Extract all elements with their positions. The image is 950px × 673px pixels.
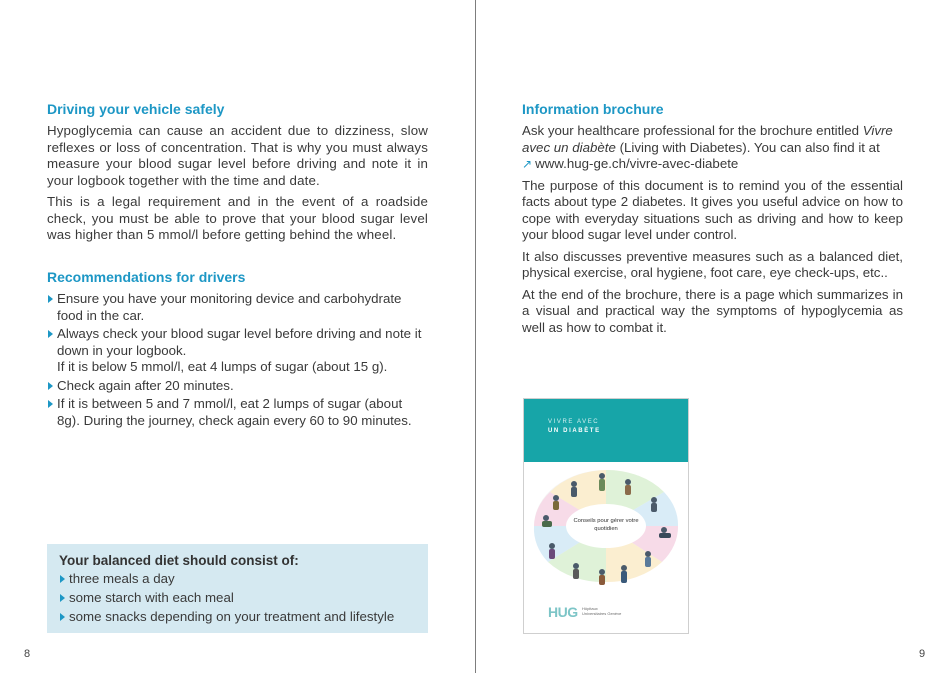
bullet-triangle-icon: [48, 382, 53, 390]
hug-logo-subtitle: Hôpitaux Universitaires Genève: [582, 606, 622, 616]
recommendations-section: [47, 269, 428, 431]
right-page: [476, 0, 950, 673]
brochure-link-line: [522, 156, 903, 173]
bullet-triangle-icon: [48, 330, 53, 338]
brochure-paragraph-3: It also discusses preventive measures such as a balanced diet, physical exercise, oral hygiene, foot care, eye check-ups, etc..: [522, 248, 903, 280]
brochure-paragraph-1: Ask your healthcare professional for the brochure entitled Vivre avec un diabète (Living with Diabetes). You can also find it at: [522, 123, 893, 155]
driving-paragraph-2: This is a legal requirement and in the event of a roadside check, you must be able to prove that your blood sugar level was higher than 5 mmol/l before getting behind the wheel.: [47, 194, 428, 242]
bullet-triangle-icon: [60, 575, 65, 583]
recommendations-heading: Recommendations for drivers: [47, 269, 246, 285]
list-item: Ensure you have your monitoring device and carbohydrate food in the car.: [47, 291, 428, 324]
brochure-heading: Information brochure: [522, 101, 664, 117]
bullet-triangle-icon: [48, 295, 53, 303]
list-item: Check again after 20 minutes.: [47, 378, 428, 395]
brochure-paragraph-2: The purpose of this document is to remind you of the essential facts about type 2 diabetes. It gives you useful advice on how to cope with everyday situations such as driving and how to keep your blood sugar level under control.: [522, 177, 903, 242]
diet-box-heading: Your balanced diet should consist of:: [59, 553, 299, 568]
driving-heading: Driving your vehicle safely: [47, 101, 225, 117]
list-item: Always check your blood sugar level before driving and note it down in your logbook. If it is below 5 mmol/l, eat 4 lumps of sugar (about 15 g).: [47, 326, 428, 376]
brochure-paragraph-4: At the end of the brochure, there is a page which summarizes in a visual and practical way the symptoms of hypoglycemia as well as how to combat it.: [522, 286, 903, 335]
cover-title-line-1: VIVRE AVEC: [548, 419, 600, 425]
page-number-right: 9: [919, 648, 926, 660]
bullet-triangle-icon: [60, 594, 65, 602]
page-number-left: 8: [24, 648, 31, 660]
brochure-section: [522, 101, 903, 336]
hug-logo: HUG: [548, 604, 578, 620]
bullet-triangle-icon: [60, 613, 65, 621]
list-item: some starch with each meal: [59, 590, 416, 607]
cover-title-line-2: UN DIABÈTE: [548, 428, 601, 434]
list-item: If it is between 5 and 7 mmol/l, eat 2 lumps of sugar (about 8g). During the journey, check again every 60 to 90 minutes.: [47, 396, 428, 429]
list-item: some snacks depending on your treatment and lifestyle: [59, 609, 416, 626]
brochure-cover-image: [523, 398, 689, 634]
cover-subtitle: Conseils pour gérer votre quotidien: [573, 518, 639, 532]
diet-list: [59, 571, 416, 626]
diet-box: [47, 544, 428, 633]
recommendations-list: [47, 291, 428, 429]
bullet-triangle-icon: [48, 400, 53, 408]
cover-header: [524, 399, 688, 462]
brochure-link[interactable]: www.hug-ge.ch/vivre-avec-diabete: [535, 156, 739, 171]
external-link-arrow-icon: ↗: [522, 157, 533, 171]
driving-paragraph-1: Hypoglycemia can cause an accident due to dizziness, slow reflexes or loss of concentration. That is why you must always measure your blood sugar level before driving and note it in your logbook together with the time and date.: [47, 123, 428, 188]
list-item: three meals a day: [59, 571, 416, 588]
driving-section: [47, 101, 428, 244]
